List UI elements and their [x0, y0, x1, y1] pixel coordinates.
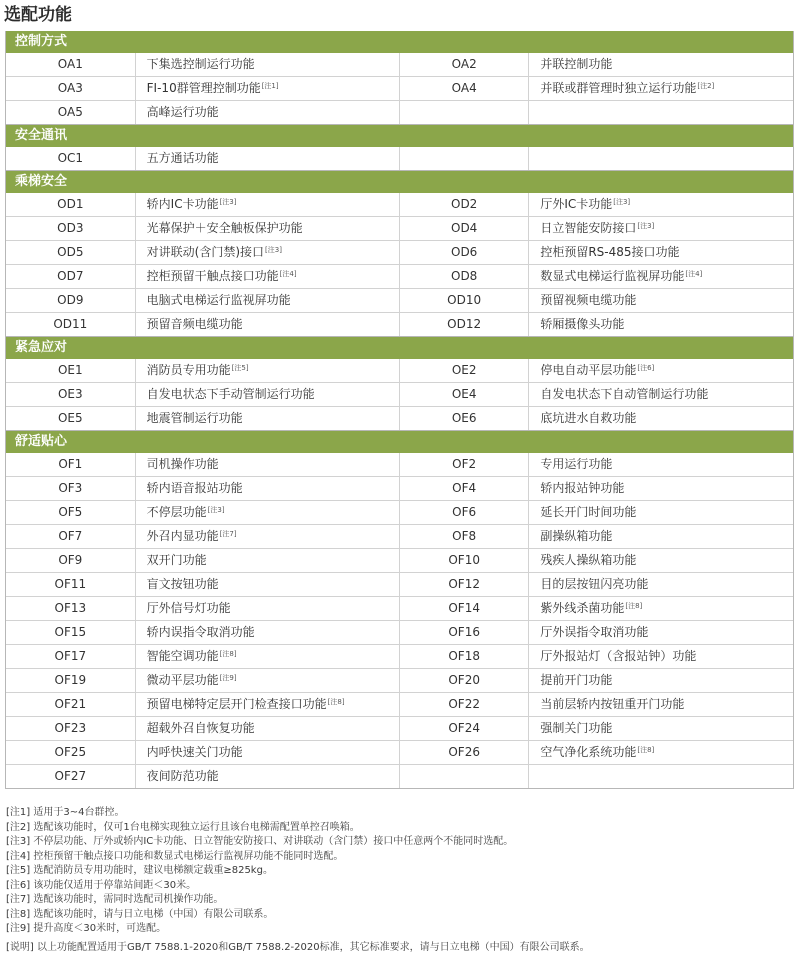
function-name-text: 轿内IC卡功能: [146, 197, 219, 211]
function-name: [529, 549, 793, 572]
function-name: [529, 573, 793, 596]
table-cell-pair: [400, 477, 793, 500]
function-name: [529, 669, 793, 692]
function-code: [400, 101, 529, 124]
function-name: [136, 765, 400, 788]
table-row: [6, 573, 793, 597]
function-name-text: 自发电状态下手动管制运行功能: [146, 387, 315, 401]
function-name: [136, 525, 400, 548]
table-cell-pair: [400, 241, 793, 264]
function-name: [529, 193, 793, 216]
function-name: [136, 501, 400, 524]
function-name-text: 不停层功能: [146, 505, 207, 519]
function-name-text: 自发电状态下自动管制运行功能: [540, 387, 709, 401]
section-header: 乘梯安全: [5, 171, 794, 193]
footnote-line: [注3] 不停层功能、厅外或轿内IC卡功能、日立智能安防接口、对讲联动（含门禁）接口中任意两个不能同时选配。: [6, 836, 514, 847]
function-code: OF1: [6, 453, 136, 476]
table-cell-pair: [6, 407, 400, 430]
table-cell-pair: [400, 359, 793, 382]
function-code: OD1: [6, 193, 136, 216]
function-code: OF13: [6, 597, 136, 620]
table-cell-pair: [6, 501, 400, 524]
footnote-marker: [注2]: [697, 82, 715, 90]
table-cell-pair: [400, 597, 793, 620]
function-name: [136, 265, 400, 288]
table-row: [6, 217, 793, 241]
function-name-text: 紫外线杀菌功能: [540, 601, 625, 615]
function-name: [136, 53, 400, 76]
function-name-text: 专用运行功能: [540, 457, 613, 471]
function-code: OF14: [400, 597, 529, 620]
footnote-marker: [注8]: [637, 746, 655, 754]
footnote-marker: [注8]: [327, 698, 345, 706]
function-name-text: 提前开门功能: [540, 673, 613, 687]
function-name-text: 空气净化系统功能: [540, 745, 637, 759]
footnote-marker: [注7]: [219, 530, 237, 538]
footnotes: [6, 806, 513, 937]
function-code: OC1: [6, 147, 136, 170]
table-cell-pair: [6, 217, 400, 240]
table-cell-pair: [6, 147, 400, 170]
function-name-text: 厅外误指令取消功能: [540, 625, 649, 639]
table-cell-pair: [400, 645, 793, 668]
function-name-text: 控柜预留干触点接口功能: [146, 269, 279, 283]
table-cell-pair: [400, 549, 793, 572]
table-cell-pair: [400, 53, 793, 76]
function-name-text: 超载外召自恢复功能: [146, 721, 255, 735]
footnote-marker: [注4]: [279, 270, 297, 278]
table-row: [6, 407, 793, 431]
function-name: [529, 101, 793, 124]
function-name: [529, 77, 793, 100]
table-row: [6, 621, 793, 645]
table-row: [6, 193, 793, 217]
table-cell-pair: [400, 407, 793, 430]
function-name-text: 目的层按钮闪亮功能: [540, 577, 649, 591]
function-code: OD11: [6, 313, 136, 336]
table-cell-pair: [400, 101, 793, 124]
function-name-text: 内呼快速关门功能: [146, 745, 243, 759]
table-row: [6, 53, 793, 77]
table-row: [6, 453, 793, 477]
table-row: [6, 765, 793, 789]
table-cell-pair: [400, 453, 793, 476]
function-name: [136, 101, 400, 124]
function-code: OF15: [6, 621, 136, 644]
function-name: [529, 289, 793, 312]
section-header: 紧急应对: [5, 337, 794, 359]
table-cell-pair: [6, 477, 400, 500]
function-name-text: 微动平层功能: [146, 673, 219, 687]
function-name: [529, 765, 793, 788]
function-name-text: 并联控制功能: [540, 57, 613, 71]
function-name: [136, 407, 400, 430]
function-name: [136, 241, 400, 264]
function-code: OF17: [6, 645, 136, 668]
table-cell-pair: [6, 265, 400, 288]
function-name-text: 预留音频电缆功能: [146, 317, 243, 331]
function-name: [136, 147, 400, 170]
function-name: [136, 313, 400, 336]
function-name: [529, 241, 793, 264]
function-name-text: 日立智能安防接口: [540, 221, 637, 235]
function-code: OF12: [400, 573, 529, 596]
function-code: OD4: [400, 217, 529, 240]
table-row: [6, 265, 793, 289]
table-cell-pair: [6, 645, 400, 668]
function-code: OF18: [400, 645, 529, 668]
table-cell-pair: [400, 383, 793, 406]
function-code: OF10: [400, 549, 529, 572]
table-cell-pair: [400, 525, 793, 548]
table-cell-pair: [400, 217, 793, 240]
table-cell-pair: [6, 193, 400, 216]
section-header: 安全通讯: [5, 125, 794, 147]
function-code: OD5: [6, 241, 136, 264]
section-header: 舒适贴心: [5, 431, 794, 453]
table-row: [6, 597, 793, 621]
function-name: [136, 477, 400, 500]
function-name-text: 厅外信号灯功能: [146, 601, 231, 615]
footnote-line: [注6] 该功能仅适用于停靠站间距＜30米。: [6, 879, 197, 891]
function-name: [529, 645, 793, 668]
function-code: OF27: [6, 765, 136, 788]
table-cell-pair: [400, 501, 793, 524]
function-name-text: 停电自动平层功能: [540, 363, 637, 377]
function-code: OF24: [400, 717, 529, 740]
function-code: OF20: [400, 669, 529, 692]
table-row: [6, 477, 793, 501]
table-cell-pair: [6, 313, 400, 336]
function-name-text: 下集选控制运行功能: [146, 57, 255, 71]
function-name-text: 盲文按钮功能: [146, 577, 219, 591]
footnote-marker: [注3]: [637, 222, 655, 230]
function-code: OD2: [400, 193, 529, 216]
function-name: [529, 407, 793, 430]
function-name: [529, 477, 793, 500]
function-code: OF7: [6, 525, 136, 548]
function-name: [136, 289, 400, 312]
function-name: [136, 193, 400, 216]
table-cell-pair: [400, 693, 793, 716]
footnote-marker: [注4]: [685, 270, 703, 278]
function-code: [400, 147, 529, 170]
function-name: [136, 217, 400, 240]
function-code: OF4: [400, 477, 529, 500]
footnote-line: [注7] 选配该功能时，需同时选配司机操作功能。: [6, 894, 224, 905]
function-code: OD8: [400, 265, 529, 288]
table-row: [6, 147, 793, 171]
table-cell-pair: [6, 383, 400, 406]
function-name: [136, 645, 400, 668]
function-name-text: 地震管制运行功能: [146, 411, 243, 425]
table-cell-pair: [6, 765, 400, 788]
function-code: OF26: [400, 741, 529, 764]
footnote-marker: [注9]: [219, 674, 237, 682]
footnote-line: [注1] 适用于3~4台群控。: [6, 807, 125, 818]
table-row: [6, 313, 793, 337]
function-code: OE1: [6, 359, 136, 382]
table-row: [6, 693, 793, 717]
table-cell-pair: [6, 453, 400, 476]
table-cell-pair: [400, 765, 793, 788]
function-name-text: 轿内报站钟功能: [540, 481, 625, 495]
table-cell-pair: [400, 741, 793, 764]
function-code: OD10: [400, 289, 529, 312]
function-code: OE3: [6, 383, 136, 406]
function-code: OF9: [6, 549, 136, 572]
function-code: OF19: [6, 669, 136, 692]
table-row: [6, 101, 793, 125]
function-code: OD6: [400, 241, 529, 264]
table-cell-pair: [6, 693, 400, 716]
function-name-text: 副操纵箱功能: [540, 529, 613, 543]
section-body: [5, 53, 794, 125]
table-row: [6, 549, 793, 573]
table-cell-pair: [400, 717, 793, 740]
table-row: [6, 669, 793, 693]
function-code: OD9: [6, 289, 136, 312]
statement: [说明] 以上功能配置适用于GB/T 7588.1-2020和GB/T 7588.2-2020标准，其它标准要求，请与日立电梯（中国）有限公司联系。: [6, 942, 590, 953]
function-name: [529, 621, 793, 644]
table-row: [6, 525, 793, 549]
function-code: OE2: [400, 359, 529, 382]
footnote-line: [注2] 选配该功能时，仅可1台电梯实现独立运行且该台电梯需配置单控召唤箱。: [6, 821, 360, 833]
function-code: OE4: [400, 383, 529, 406]
function-name-text: 轿内语音报站功能: [146, 481, 243, 495]
function-name: [136, 741, 400, 764]
function-code: OE6: [400, 407, 529, 430]
table-cell-pair: [400, 265, 793, 288]
table-cell-pair: [6, 359, 400, 382]
table-cell-pair: [400, 621, 793, 644]
function-code: OA2: [400, 53, 529, 76]
function-name-text: 延长开门时间功能: [540, 505, 637, 519]
table-cell-pair: [400, 77, 793, 100]
footnote-marker: [注5]: [231, 364, 249, 372]
function-code: OA1: [6, 53, 136, 76]
table-cell-pair: [400, 573, 793, 596]
table-cell-pair: [6, 53, 400, 76]
function-name-text: 智能空调功能: [146, 649, 219, 663]
function-name: [136, 669, 400, 692]
section-body: [5, 453, 794, 789]
function-name: [529, 53, 793, 76]
function-name: [136, 453, 400, 476]
function-name-text: 预留视频电缆功能: [540, 293, 637, 307]
table-cell-pair: [400, 193, 793, 216]
function-name: [529, 741, 793, 764]
table-row: [6, 289, 793, 313]
function-code: OA4: [400, 77, 529, 100]
function-name-text: 消防员专用功能: [146, 363, 231, 377]
footnote-marker: [注8]: [219, 650, 237, 658]
function-name: [529, 717, 793, 740]
function-name-text: 轿厢摄像头功能: [540, 317, 625, 331]
function-name: [136, 359, 400, 382]
footnote-line: [注9] 提升高度＜30米时，可选配。: [6, 923, 167, 934]
function-name: [529, 383, 793, 406]
function-name: [529, 453, 793, 476]
function-code: OF23: [6, 717, 136, 740]
function-name-text: 预留电梯特定层开门检查接口功能: [146, 697, 327, 711]
table-cell-pair: [6, 741, 400, 764]
function-name-text: 轿内误指令取消功能: [146, 625, 255, 639]
function-code: OA3: [6, 77, 136, 100]
table-cell-pair: [6, 525, 400, 548]
footnote-marker: [注6]: [637, 364, 655, 372]
function-name-text: 底坑进水自救功能: [540, 411, 637, 425]
section-body: [5, 193, 794, 337]
function-code: OF11: [6, 573, 136, 596]
function-name: [136, 717, 400, 740]
table-cell-pair: [400, 669, 793, 692]
table-row: [6, 383, 793, 407]
function-name: [529, 313, 793, 336]
footnote-marker: [注3]: [207, 506, 225, 514]
function-name: [136, 383, 400, 406]
function-code: OF22: [400, 693, 529, 716]
footnote-marker: [注3]: [613, 198, 631, 206]
function-code: OF6: [400, 501, 529, 524]
section-header: 控制方式: [5, 31, 794, 53]
function-name-text: FI-10群管理控制功能: [146, 81, 261, 95]
function-name-text: 五方通话功能: [146, 151, 219, 165]
function-code: OA5: [6, 101, 136, 124]
function-name-text: 厅外报站灯（含报站钟）功能: [540, 649, 697, 663]
function-name-text: 强制关门功能: [540, 721, 613, 735]
function-name: [136, 597, 400, 620]
footnote-marker: [注3]: [265, 246, 282, 254]
footnote-line: [注4] 控柜预留干触点接口功能和数显式电梯运行监视屏功能不能同时选配。: [6, 850, 344, 862]
function-name-text: 对讲联动(含门禁)接口: [146, 245, 265, 259]
function-code: OD3: [6, 217, 136, 240]
table-cell-pair: [6, 573, 400, 596]
function-name: [529, 359, 793, 382]
function-code: OF3: [6, 477, 136, 500]
function-name: [136, 693, 400, 716]
footnote-marker: [注8]: [625, 602, 643, 610]
function-name-text: 并联或群管理时独立运行功能: [540, 81, 697, 95]
function-name-text: 控柜预留RS-485接口功能: [540, 245, 680, 259]
function-name: [136, 77, 400, 100]
table-cell-pair: [400, 147, 793, 170]
function-code: OF16: [400, 621, 529, 644]
footnote-line: [注5] 选配消防员专用功能时，建议电梯额定载重≥825kg。: [6, 865, 273, 876]
table-row: [6, 359, 793, 383]
function-name: [529, 147, 793, 170]
footnote-marker: [注3]: [219, 198, 237, 206]
function-code: OF8: [400, 525, 529, 548]
table-row: [6, 241, 793, 265]
page-title: 选配功能: [4, 5, 72, 25]
table-cell-pair: [6, 289, 400, 312]
table-row: [6, 645, 793, 669]
options-table: [5, 31, 794, 789]
function-name-text: 当前层轿内按钮重开门功能: [540, 697, 685, 711]
table-cell-pair: [6, 669, 400, 692]
function-name-text: 司机操作功能: [146, 457, 219, 471]
table-cell-pair: [6, 717, 400, 740]
function-name: [529, 693, 793, 716]
function-name-text: 高峰运行功能: [146, 105, 219, 119]
function-name: [136, 549, 400, 572]
function-name: [529, 501, 793, 524]
table-row: [6, 717, 793, 741]
table-row: [6, 501, 793, 525]
function-code: OE5: [6, 407, 136, 430]
table-cell-pair: [6, 241, 400, 264]
table-cell-pair: [6, 101, 400, 124]
function-code: OF25: [6, 741, 136, 764]
table-cell-pair: [6, 77, 400, 100]
function-name: [529, 597, 793, 620]
function-name: [136, 573, 400, 596]
function-name-text: 残疾人操纵箱功能: [540, 553, 637, 567]
function-name-text: 厅外IC卡功能: [540, 197, 613, 211]
function-code: OD12: [400, 313, 529, 336]
footnote-marker: [注1]: [261, 82, 279, 90]
function-code: OD7: [6, 265, 136, 288]
section-body: [5, 147, 794, 171]
section-body: [5, 359, 794, 431]
function-name-text: 电脑式电梯运行监视屏功能: [146, 293, 291, 307]
function-code: [400, 765, 529, 788]
function-name-text: 夜间防范功能: [146, 769, 219, 783]
function-name-text: 双开门功能: [146, 553, 207, 567]
table-row: [6, 741, 793, 765]
table-cell-pair: [6, 549, 400, 572]
function-name-text: 光幕保护＋安全触板保护功能: [146, 221, 303, 235]
function-name: [529, 525, 793, 548]
table-cell-pair: [400, 289, 793, 312]
table-cell-pair: [6, 597, 400, 620]
function-name: [529, 217, 793, 240]
function-code: OF21: [6, 693, 136, 716]
footnote-line: [注8] 选配该功能时，请与日立电梯（中国）有限公司联系。: [6, 908, 274, 920]
table-row: [6, 77, 793, 101]
table-cell-pair: [6, 621, 400, 644]
function-code: OF5: [6, 501, 136, 524]
function-name: [136, 621, 400, 644]
function-name-text: 外召内显功能: [146, 529, 219, 543]
function-name: [529, 265, 793, 288]
function-name-text: 数显式电梯运行监视屏功能: [540, 269, 685, 283]
function-code: OF2: [400, 453, 529, 476]
table-cell-pair: [400, 313, 793, 336]
